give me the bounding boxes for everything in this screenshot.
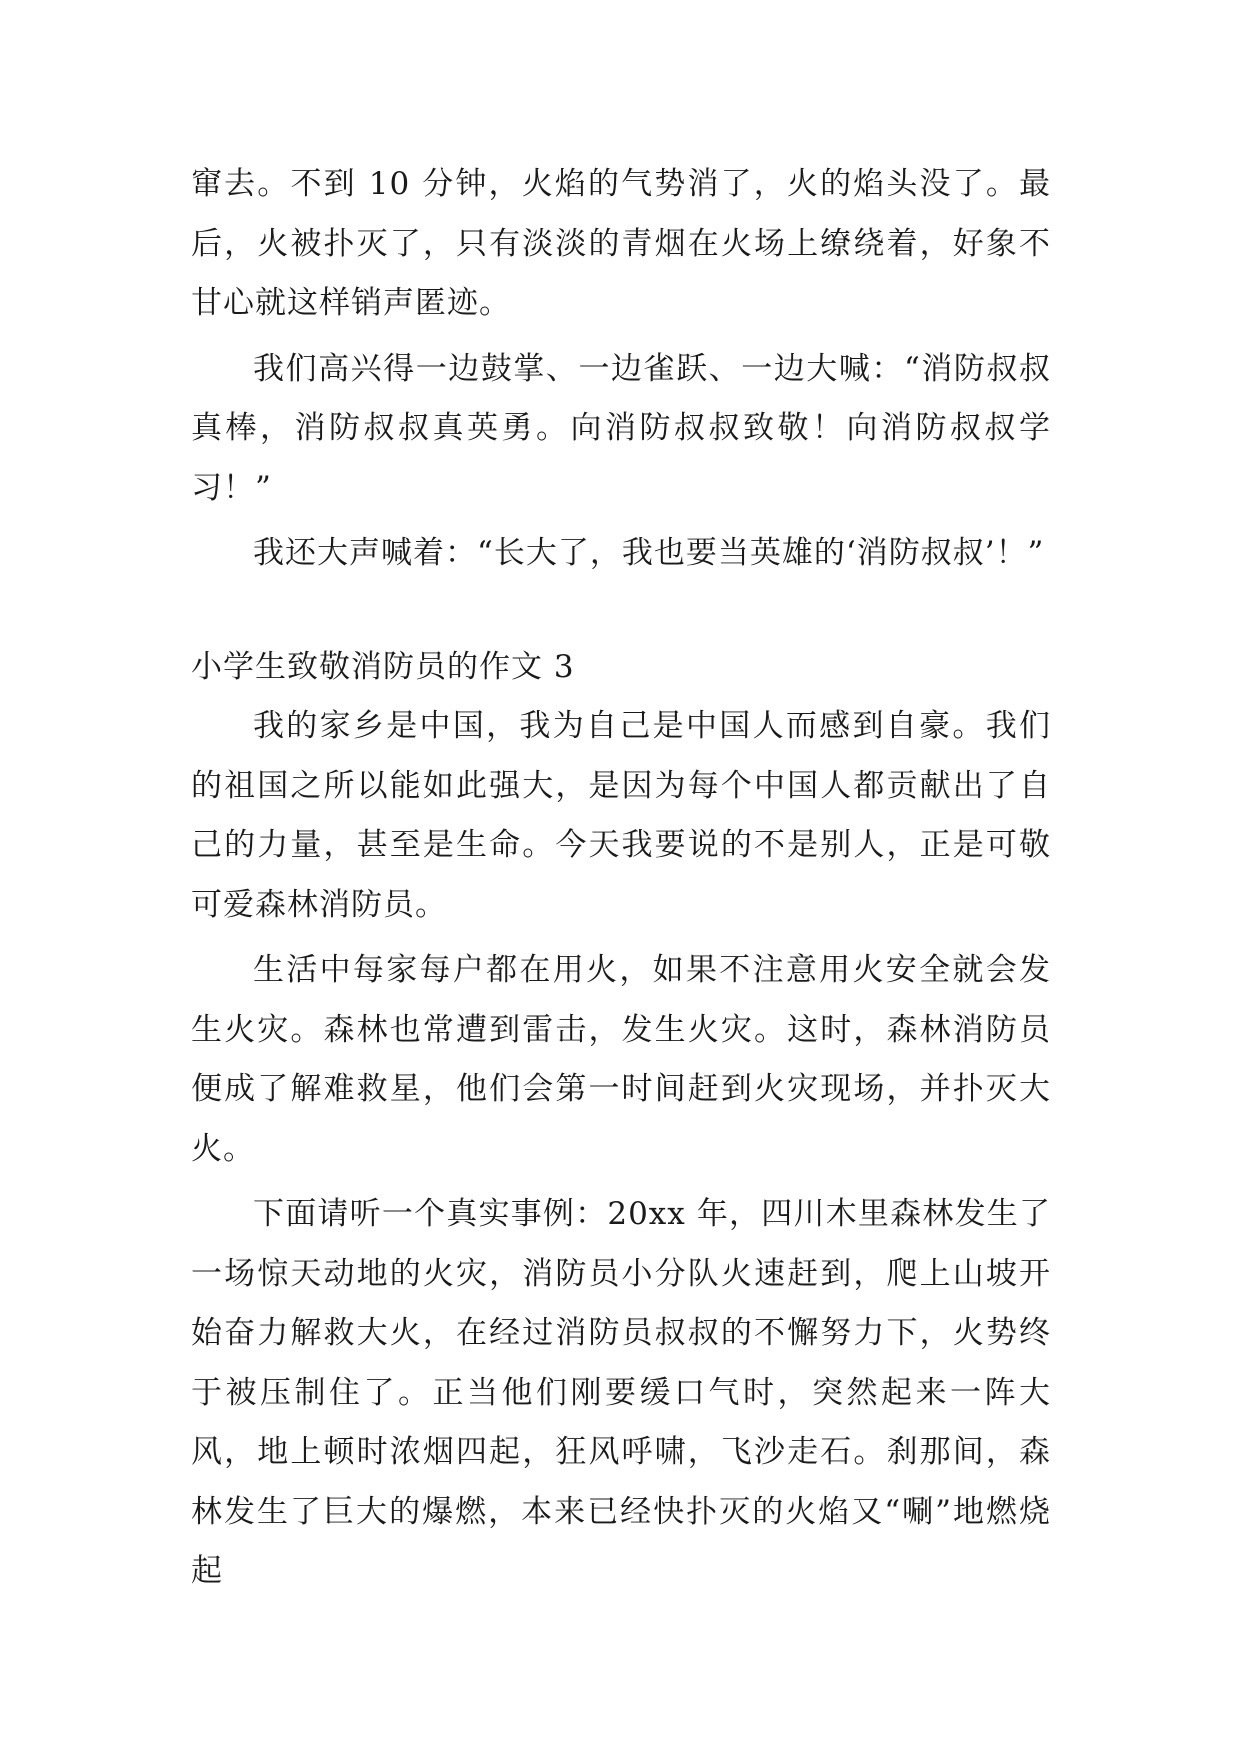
paragraph-2: 我们高兴得一边鼓掌、一边雀跃、一边大喊：“消防叔叔真棒，消防叔叔真英勇。向消防叔叔致敬！向消防叔叔学习！” [191, 350, 1051, 506]
section-heading: 小学生致敬消防员的作文 3 [191, 648, 575, 685]
paragraph-1: 窜去。不到 10 分钟，火焰的气势消了，火的焰头没了。最后，火被扑灭了，只有淡淡的青烟在火场上缭绕着，好象不甘心就这样销声匿迹。 [191, 166, 1051, 321]
paragraph-6: 下面请听一个真实事例：20xx 年，四川木里森林发生了一场惊天动地的火灾，消防员小分队火速赶到，爬上山坡开始奋力解救大火，在经过消防员叔叔的不懈努力下，火势终于被压制住了。正当他们刚要缓口气时，突然起来一阵大风，地上顿时浓烟四起，狂风呼啸，飞沙走石。刹那间，森林发生了巨大的爆燃，本来已经快扑灭的火焰又“唰”地燃烧起 [191, 1196, 1051, 1589]
paragraph-4: 我的家乡是中国，我为自己是中国人而感到自豪。我们的祖国之所以能如此强大，是因为每个中国人都贡献出了自己的力量，甚至是生命。今天我要说的不是别人，正是可敬可爱森林消防员。 [191, 708, 1051, 923]
paragraph-5: 生活中每家每户都在用火，如果不注意用火安全就会发生火灾。森林也常遭到雷击，发生火灾。这时，森林消防员便成了解难救星，他们会第一时间赶到火灾现场，并扑灭大火。 [191, 952, 1051, 1167]
document-body [191, 155, 1051, 1608]
paragraph-3: 我还大声喊着：“长大了，我也要当英雄的‘消防叔叔’！” [253, 535, 1045, 571]
